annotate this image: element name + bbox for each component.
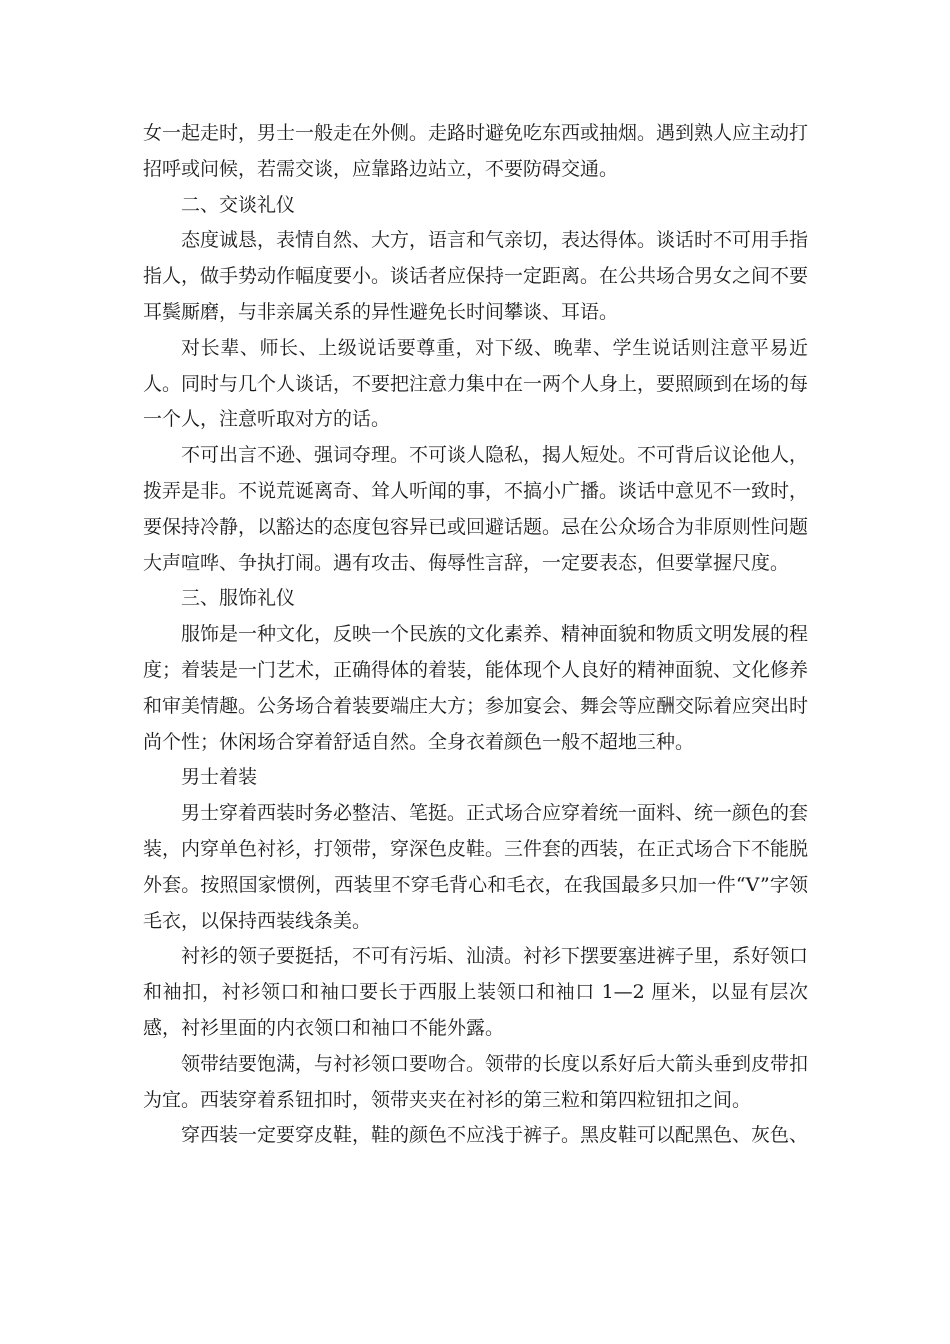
paragraph-prohibitions: 不可出言不逊、强词夺理。不可谈人隐私，揭人短处。不可背后议论他人，拨弄是非。不说荒诞离奇、耸人听闻的事，不搞小广播。谈话中意见不一致时，要保持冷静，以豁达的态度包容异已或回避话题。忌在公众场合为非原则性问题大声喧哗、争执打闹。遇有攻击、侮辱性言辞，一定要表态，但要掌握尺度。: [143, 444, 809, 574]
subheading-mens-attire: 男士着装: [181, 766, 258, 789]
paragraph-attire-culture: 服饰是一种文化，反映一个民族的文化素养、精神面貌和物质文明发展的程度；着装是一门艺术，正确得体的着装，能体现个人良好的精神面貌、文化修养和审美情趣。公务场合着装要端庄大方；参加宴会、舞会等应酬交际着应突出时尚个性；休闲场合穿着舒适自然。全身衣着颜色一般不超地三种。: [143, 623, 809, 753]
paragraph-respect: 对长辈、师长、上级说话要尊重，对下级、晚辈、学生说话则注意平易近人。同时与几个人谈话，不要把注意力集中在一两个人身上，要照顾到在场的每一个人，注意听取对方的话。: [143, 336, 809, 431]
section-heading-conversation: 二、交谈礼仪: [181, 193, 296, 216]
paragraph-tie: 领带结要饱满，与衬衫领口要吻合。领带的长度以系好后大箭头垂到皮带扣为宜。西装穿着系钮扣时，领带夹夹在衬衫的第三粒和第四粒钮扣之间。: [143, 1052, 809, 1111]
paragraph-attitude: 态度诚恳，表情自然、大方，语言和气亲切，表达得体。谈话时不可用手指指人，做手势动作幅度要小。谈话者应保持一定距离。在公共场合男女之间不要耳鬓厮磨，与非亲属关系的异性避免长时间攀谈、耳语。: [143, 229, 809, 323]
document-page: [143, 116, 808, 1154]
paragraph-shoes: 穿西装一定要穿皮鞋，鞋的颜色不应浅于裤子。黑皮鞋可以配黑色、灰色、: [181, 1124, 809, 1147]
paragraph-shirt: 衬衫的领子要挺括，不可有污垢、汕渍。衬衫下摆要塞进裤子里，系好领口和袖扣，衬衫领口和袖口要长于西服上装领口和袖口 1—2 厘米，以显有层次感，衬衫里面的内衣领口和袖口不能外露。: [143, 945, 809, 1039]
paragraph-continued-walking: 女一起走时，男士一般走在外侧。走路时避免吃东西或抽烟。遇到熟人应主动打招呼或问候，若需交谈，应靠路边站立，不要防碍交通。: [143, 122, 809, 180]
paragraph-suit: 男士穿着西装时务必整洁、笔挺。正式场合应穿着统一面料、统一颜色的套装，内穿单色衬衫，打领带，穿深色皮鞋。三件套的西装，在正式场合下不能脱外套。按照国家惯例，西装里不穿毛背心和毛衣，在我国最多只加一件“V”字领毛衣，以保持西装线条美。: [143, 802, 809, 932]
section-heading-attire: 三、服饰礼仪: [181, 587, 296, 610]
